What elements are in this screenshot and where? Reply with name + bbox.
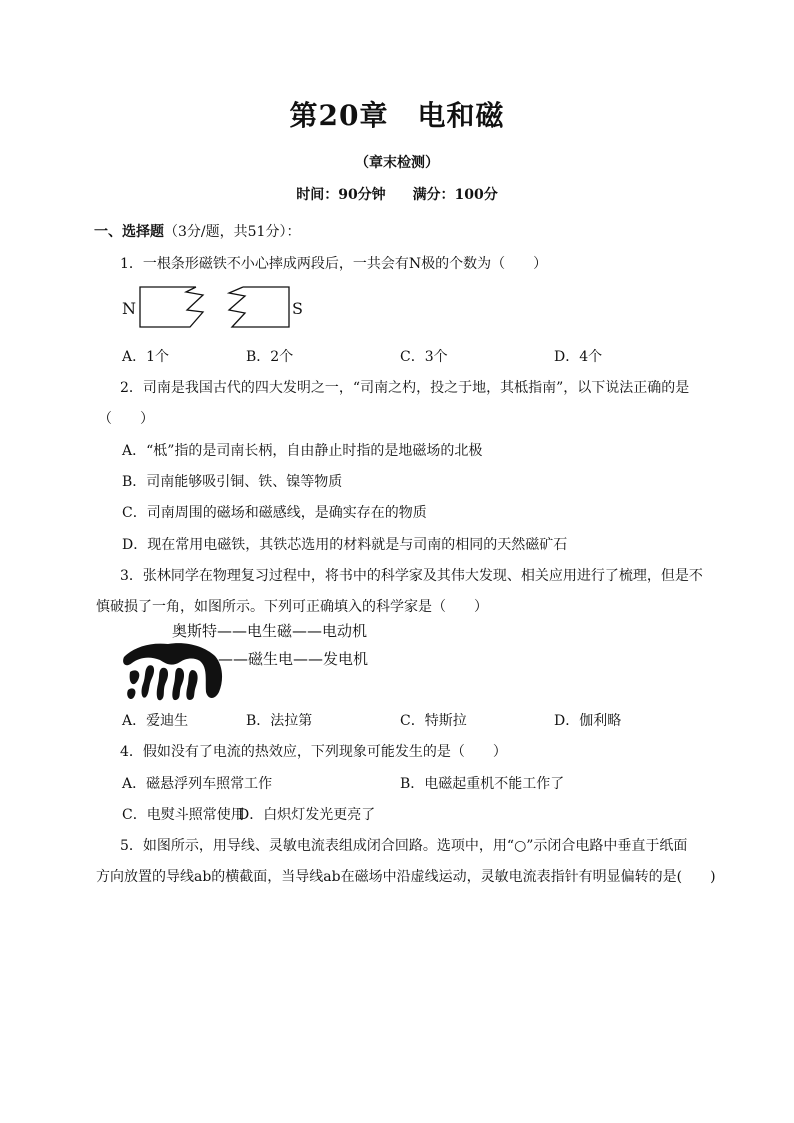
magnet-s-label: S bbox=[292, 299, 303, 318]
q2-stem-line1: 2．司南是我国古代的四大发明之一，“司南之杓，投之于地，其柢指南”，以下说法正确的是 bbox=[120, 380, 690, 396]
q2-option-b[interactable]: B．司南能够吸引铜、铁、镍等物质 bbox=[122, 474, 343, 490]
figure-row-1: 奥斯特——电生磁——电动机 bbox=[172, 622, 368, 640]
page-subtitle: （章末检测） bbox=[355, 155, 439, 171]
q3-option-b[interactable]: B．法拉第 bbox=[246, 713, 313, 729]
q5-stem-line1: 5．如图所示，用导线、灵敏电流表组成闭合回路。选项中，用“○”示闭合电路中垂直于纸面 bbox=[120, 838, 688, 854]
q3-stem-line1: 3．张林同学在物理复习过程中，将书中的科学家及其伟大发现、相关应用进行了梳理，但是不 bbox=[120, 568, 703, 584]
figure-row-2: ——磁生电——发电机 bbox=[218, 650, 369, 668]
q1-option-b[interactable]: B．2个 bbox=[246, 349, 294, 365]
q2-option-c[interactable]: C．司南周围的磁场和磁感线，是确实存在的物质 bbox=[122, 505, 427, 521]
q4-option-c[interactable]: C．电熨斗照常使用 bbox=[122, 807, 245, 823]
q3-stem-line2: 慎破损了一角，如图所示。下列可正确填入的科学家是（ ） bbox=[96, 599, 488, 615]
score-label: 满分：100分 bbox=[412, 187, 498, 203]
q4-option-b[interactable]: B．电磁起重机不能工作了 bbox=[400, 776, 565, 792]
q3-option-d[interactable]: D．伽利略 bbox=[554, 713, 622, 729]
q2-option-d[interactable]: D．现在常用电磁铁，其铁芯选用的材料就是与司南的相同的天然磁矿石 bbox=[122, 537, 568, 553]
q1-option-c[interactable]: C．3个 bbox=[400, 349, 448, 365]
q1-stem: 1．一根条形磁铁不小心摔成两段后，一共会有N极的个数为（ ） bbox=[120, 256, 548, 272]
q3-option-c[interactable]: C．特斯拉 bbox=[400, 713, 467, 729]
q1-option-a[interactable]: A．1个 bbox=[122, 349, 170, 365]
time-label: 时间：90分钟 bbox=[296, 187, 386, 203]
section-title: 一、选择题 bbox=[94, 224, 164, 240]
page-title: 第20章 电和磁 bbox=[289, 99, 505, 132]
q1-option-d[interactable]: D．4个 bbox=[554, 349, 603, 365]
q4-stem: 4．假如没有了电流的热效应，下列现象可能发生的是（ ） bbox=[120, 744, 507, 760]
q3-option-a[interactable]: A．爱迪生 bbox=[122, 713, 189, 729]
q2-option-a[interactable]: A．“柢”指的是司南长柄，自由静止时指的是地磁场的北极 bbox=[122, 443, 483, 459]
section-note: （3分/题，共51分）： bbox=[164, 224, 301, 240]
magnet-n-label: N bbox=[122, 299, 136, 318]
q4-option-a[interactable]: A．磁悬浮列车照常工作 bbox=[122, 776, 273, 792]
q2-stem-line2: （ ） bbox=[98, 411, 154, 427]
q4-option-d[interactable]: D．白炽灯发光更亮了 bbox=[238, 807, 376, 823]
q5-stem-line2: 方向放置的导线ab的横截面，当导线ab在磁场中沿虚线运动，灵敏电流表指针有明显偏转的是( ) bbox=[96, 869, 716, 885]
